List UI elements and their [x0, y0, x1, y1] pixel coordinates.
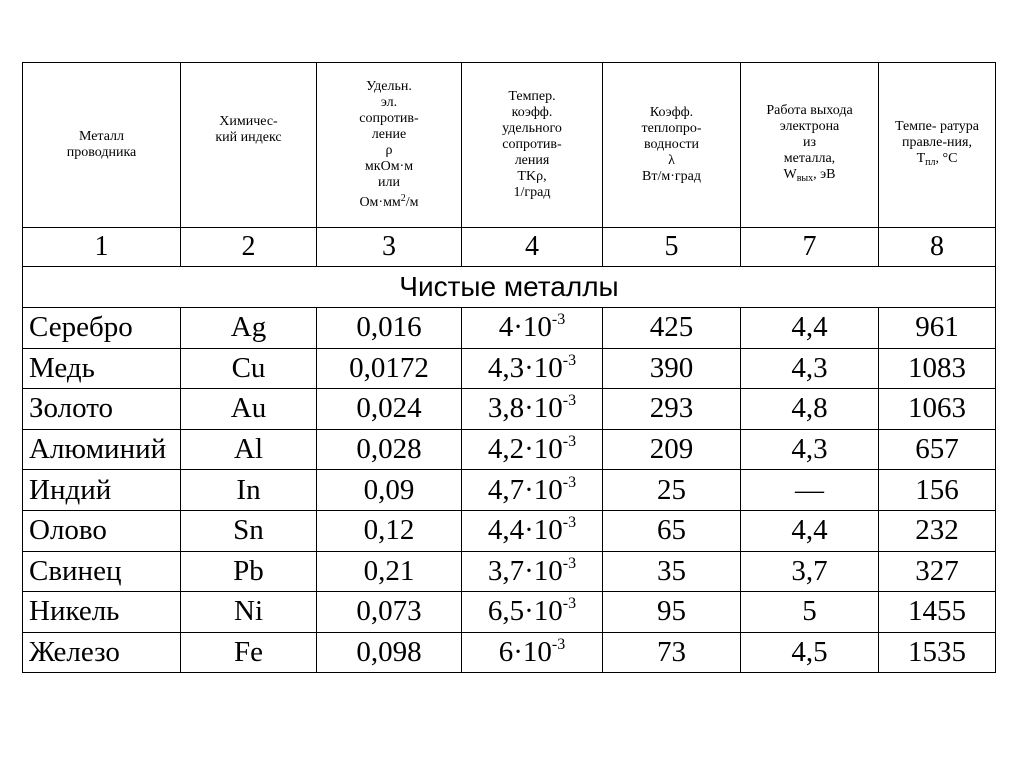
temp-coefficient-cell: [462, 551, 603, 592]
conductivity-cell: 73: [603, 632, 741, 673]
resistivity-cell: 0,09: [317, 470, 462, 511]
table-row: [23, 470, 996, 511]
tk-exponent: -3: [551, 636, 566, 654]
temp-coefficient-cell: [462, 308, 603, 349]
column-number: 3: [317, 228, 462, 267]
header-work-function: Работа выхода электрона из металла, $W_{вых}$, эВ: [741, 63, 879, 228]
metal-name-cell: Индий: [23, 470, 181, 511]
metal-name-cell: Медь: [23, 348, 181, 389]
column-number: 8: [879, 228, 996, 267]
conductivity-cell: 35: [603, 551, 741, 592]
tk-base: 4·10: [498, 311, 552, 344]
melting-point-cell: 1063: [879, 389, 996, 430]
resistivity-cell: 0,21: [317, 551, 462, 592]
melting-point-cell: 232: [879, 510, 996, 551]
resistivity-cell: 0,0172: [317, 348, 462, 389]
symbol-cell: Ni: [181, 592, 317, 633]
melting-point-cell: 156: [879, 470, 996, 511]
work-function-cell: —: [741, 470, 879, 511]
section-row: [23, 267, 996, 308]
table-body: [23, 308, 996, 673]
table-row: [23, 551, 996, 592]
work-function-cell: 4,8: [741, 389, 879, 430]
work-function-cell: 4,3: [741, 429, 879, 470]
tk-base: 6,5·10: [487, 595, 563, 628]
temp-coefficient-cell: [462, 510, 603, 551]
section-title: Чистые металлы: [23, 267, 996, 308]
work-function-cell: 4,3: [741, 348, 879, 389]
table-row: [23, 389, 996, 430]
resistivity-cell: 0,028: [317, 429, 462, 470]
tk-base: 4,3·10: [487, 351, 563, 384]
temp-coefficient-cell: [462, 348, 603, 389]
tk-exponent: -3: [562, 595, 577, 613]
work-function-cell: 4,4: [741, 510, 879, 551]
resistivity-cell: 0,024: [317, 389, 462, 430]
tk-base: 4,7·10: [487, 473, 563, 506]
resistivity-cell: 0,098: [317, 632, 462, 673]
column-number: 1: [23, 228, 181, 267]
column-number: 7: [741, 228, 879, 267]
melting-point-cell: 657: [879, 429, 996, 470]
column-number-row: [23, 228, 996, 267]
header-resistivity: Удельн. эл. сопротив- ление ρ мкОм·м или $Ом\cdot мм^2/м$: [317, 63, 462, 228]
work-function-cell: 5: [741, 592, 879, 633]
tk-base: 4,4·10: [487, 514, 563, 547]
temp-coefficient-cell: [462, 470, 603, 511]
conductivity-cell: 65: [603, 510, 741, 551]
tk-base: 3,8·10: [487, 392, 563, 425]
resistivity-cell: 0,073: [317, 592, 462, 633]
conductivity-cell: 425: [603, 308, 741, 349]
header-melting-point: Темпе- ратура правле-ния, $T_{пл}$, °С: [879, 63, 996, 228]
tk-exponent: -3: [562, 392, 577, 410]
symbol-cell: Al: [181, 429, 317, 470]
table-row: [23, 429, 996, 470]
table-row: [23, 632, 996, 673]
symbol-cell: Fe: [181, 632, 317, 673]
work-function-cell: 4,4: [741, 308, 879, 349]
tk-base: 6·10: [498, 636, 552, 669]
tk-exponent: -3: [562, 351, 577, 369]
tk-exponent: -3: [562, 554, 577, 572]
column-number: 4: [462, 228, 603, 267]
resistivity-cell: 0,12: [317, 510, 462, 551]
tk-exponent: -3: [562, 433, 577, 451]
header-temp-coefficient: Темпер. коэфф. удельного сопротив- ления TKρ, 1/град: [462, 63, 603, 228]
column-number: 2: [181, 228, 317, 267]
conductivity-cell: 95: [603, 592, 741, 633]
temp-coefficient-cell: [462, 592, 603, 633]
conductivity-cell: 209: [603, 429, 741, 470]
temp-coefficient-cell: [462, 389, 603, 430]
melting-point-cell: 961: [879, 308, 996, 349]
table-row: [23, 510, 996, 551]
table-row: [23, 348, 996, 389]
column-number: 5: [603, 228, 741, 267]
symbol-cell: In: [181, 470, 317, 511]
work-function-cell: 4,5: [741, 632, 879, 673]
symbol-cell: Pb: [181, 551, 317, 592]
metals-table-container: [22, 62, 995, 673]
melting-point-cell: 327: [879, 551, 996, 592]
metal-name-cell: Олово: [23, 510, 181, 551]
symbol-cell: Au: [181, 389, 317, 430]
tk-base: 3,7·10: [487, 554, 563, 587]
work-function-cell: 3,7: [741, 551, 879, 592]
conductivity-cell: 390: [603, 348, 741, 389]
melting-point-cell: 1083: [879, 348, 996, 389]
metals-properties-table: [22, 62, 996, 673]
header-row: [23, 63, 996, 228]
conductivity-cell: 25: [603, 470, 741, 511]
metal-name-cell: Никель: [23, 592, 181, 633]
tk-base: 4,2·10: [487, 433, 563, 466]
symbol-cell: Cu: [181, 348, 317, 389]
metal-name-cell: Золото: [23, 389, 181, 430]
temp-coefficient-cell: [462, 429, 603, 470]
metal-name-cell: Свинец: [23, 551, 181, 592]
table-row: [23, 308, 996, 349]
metal-name-cell: Алюминий: [23, 429, 181, 470]
resistivity-cell: 0,016: [317, 308, 462, 349]
header-thermal-conductivity: Коэфф. теплопро- водности λ Вт/м·град: [603, 63, 741, 228]
metal-name-cell: Серебро: [23, 308, 181, 349]
table-row: [23, 592, 996, 633]
conductivity-cell: 293: [603, 389, 741, 430]
melting-point-cell: 1535: [879, 632, 996, 673]
metal-name-cell: Железо: [23, 632, 181, 673]
melting-point-cell: 1455: [879, 592, 996, 633]
temp-coefficient-cell: [462, 632, 603, 673]
tk-exponent: -3: [551, 311, 566, 329]
symbol-cell: Ag: [181, 308, 317, 349]
header-symbol: Химичес-кий индекс: [181, 63, 317, 228]
symbol-cell: Sn: [181, 510, 317, 551]
header-metal: Металл проводника: [23, 63, 181, 228]
tk-exponent: -3: [562, 473, 577, 491]
tk-exponent: -3: [562, 514, 577, 532]
